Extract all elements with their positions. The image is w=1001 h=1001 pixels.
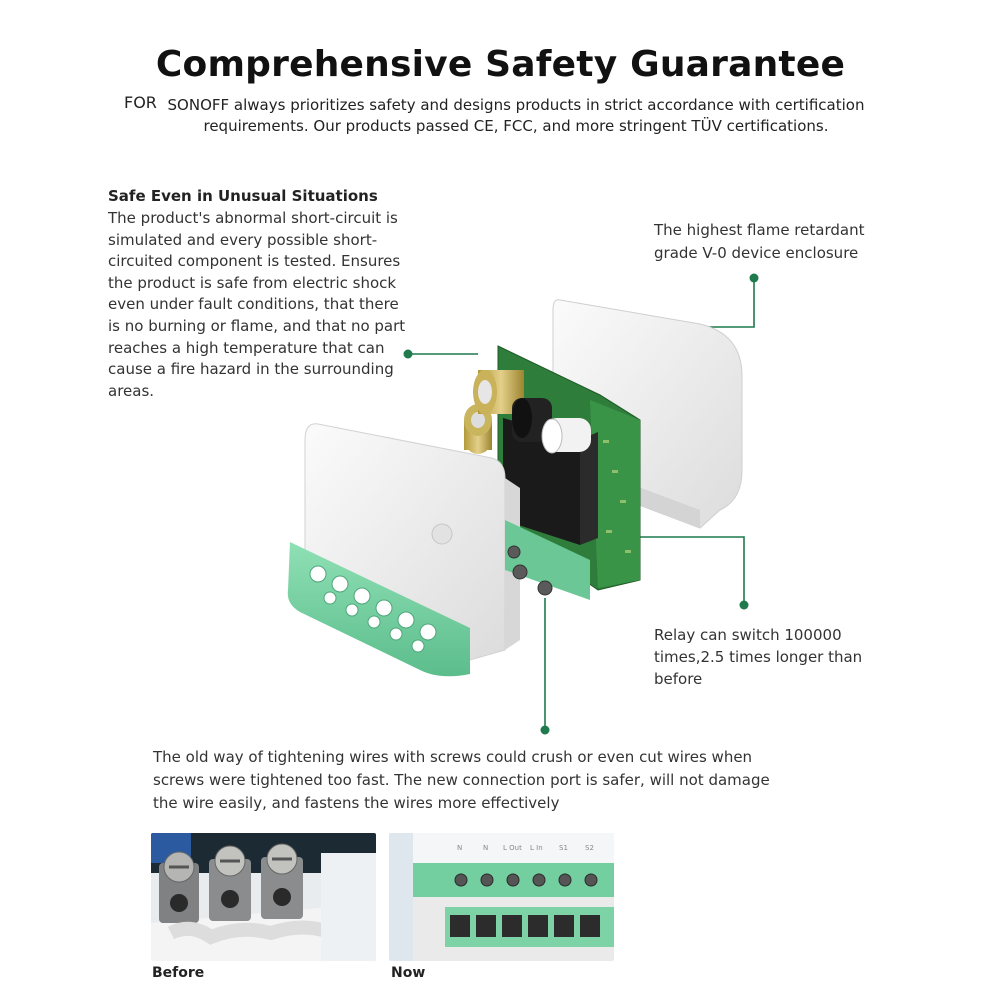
terminal-label-s2: S2 (585, 844, 594, 852)
terminal-label-s1: S1 (559, 844, 568, 852)
now-photo (389, 833, 614, 961)
intro-text: SONOFF always prioritizes safety and designs products in strict accordance with certification requirements. Our products passed CE, FCC, and more stringent TÜV certifications. (167, 96, 865, 135)
wire-connection-text: The old way of tightening wires with screws could crush or even cut wires when screws were tightened too fast. The new connection port is safer, will not damage the wire easily, and fastens the wires more effectively (153, 748, 770, 812)
now-label: Now (391, 965, 426, 981)
safety-description: The product's abnormal short-circuit is simulated and every possible short-circuited component is tested. Ensures the product is safe from electric shock even under fault conditions, that there is no burning or flame, and that no part reaches a high temperature that can cause a fire hazard in the surrounding areas. (108, 209, 406, 400)
terminal-label-lin: L In (530, 844, 543, 852)
before-photo (151, 833, 376, 961)
terminal-label-lout: L Out (503, 844, 522, 852)
leader-dot-relay (740, 601, 749, 610)
before-label: Before (152, 965, 205, 981)
terminal-label-n1: N (457, 844, 463, 852)
leader-dot-terminal (541, 726, 550, 735)
page-title: Comprehensive Safety Guarantee (155, 44, 846, 85)
leader-dot-flame (750, 274, 759, 283)
flame-retardant-callout: The highest flame retardant grade V-0 device enclosure (654, 221, 865, 262)
screw-terminals-old (159, 844, 303, 923)
terminal-label-n2: N (483, 844, 489, 852)
leader-dot-safety (404, 350, 413, 359)
relay-callout: Relay can switch 100000 times,2.5 times longer than before (654, 626, 863, 688)
intro-prefix: FOR (124, 93, 157, 112)
safety-heading: Safe Even in Unusual Situations (108, 187, 378, 205)
